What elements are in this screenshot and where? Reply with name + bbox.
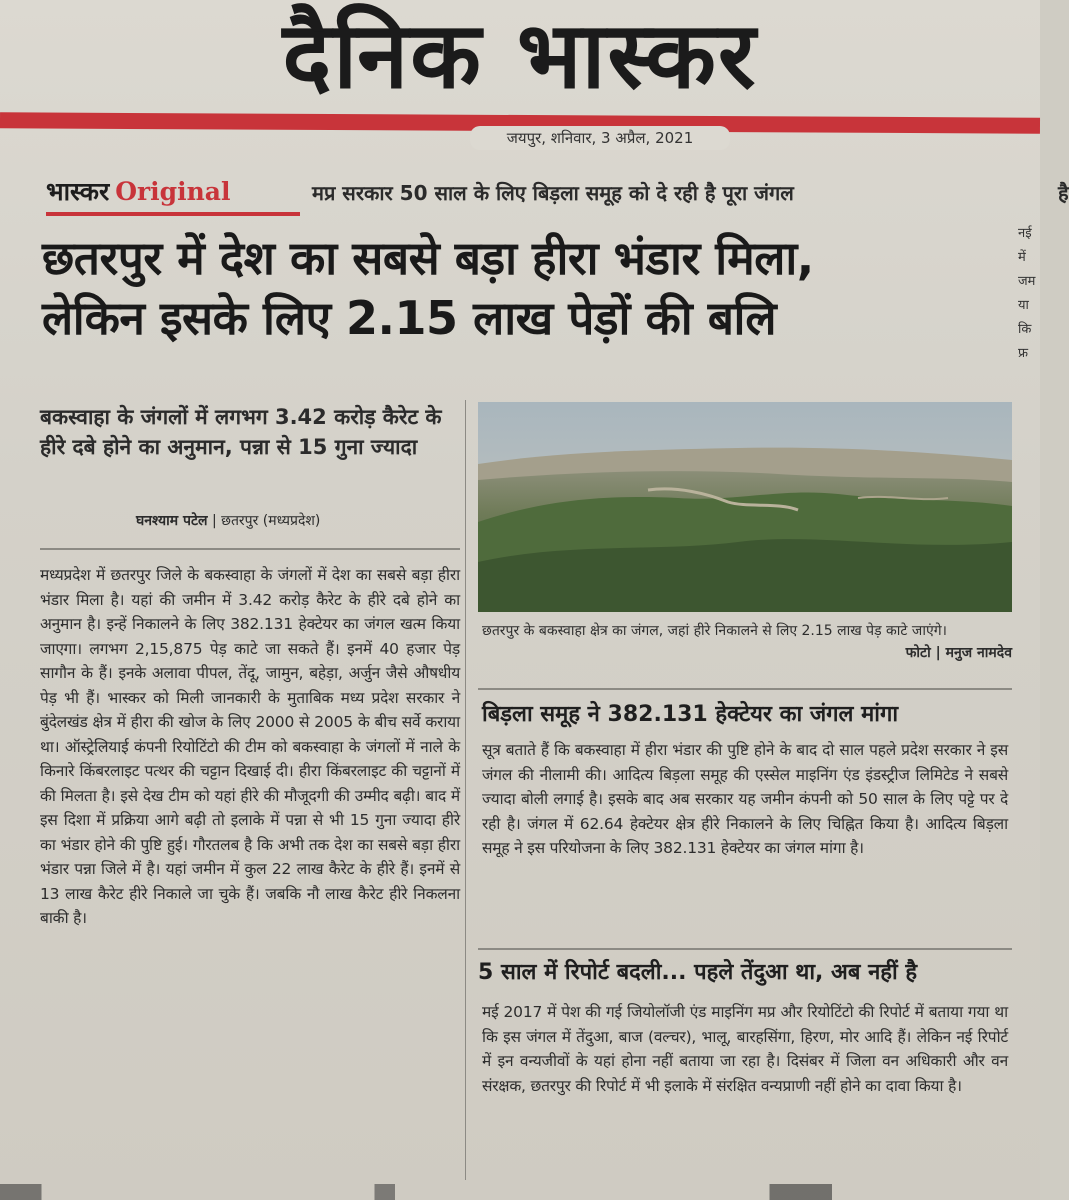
column-divider [465,400,466,1180]
photo-credit-name: मनुज नामदेव [945,645,1012,661]
masthead [0,0,1040,120]
forest-photo [478,402,1012,612]
subheadline: बकस्वाहा के जंगलों में लगभग 3.42 करोड़ कैरेट के हीरे दबे होने का अनुमान, पन्ना से 15 गुना ज्यादा [40,405,442,459]
next-article-edge [0,1184,1040,1200]
section-2-body: मई 2017 में पेश की गई जियोलॉजी एंड माइनिंग मप्र और रियोटिंटो की रिपोर्ट में बताया गया था कि इस जंगल में तेंदुआ, बाज (वल्चर), भालू, बारहसिंगा, हिरण, मोर आदि हैं। लेकिन नई रिपोर्ट में इन वन्यजीवों के यहां होना नहीं बताया जा रहा है। दिसंबर में जिला वन अधिकारी और वन संरक्षक, छतरपुर की रिपोर्ट में भी इलाके में संरक्षित वन्यप्राणी नहीं होने का दावा किया है। [482,1003,1008,1095]
headline-line-2: लेकिन इसके लिए 2.15 लाख पेड़ों की बलि [42,291,777,345]
byline-place: छतरपुर (मध्यप्रदेश) [221,513,321,529]
byline-separator: | [211,513,217,529]
newspaper-title: दैनिक भास्कर [282,2,758,109]
side-fragment: कि [1018,322,1032,337]
bhaskar-original-logo [46,174,300,216]
article-body-left [40,563,460,931]
photo-caption: छतरपुर के बकस्वाहा क्षेत्र का जंगल, जहां हीरे निकालने से लिए 2.15 लाख पेड़ काटे जाएंगे। [482,623,947,639]
brand-original: Original [115,177,231,206]
forest-landscape-image [478,402,1012,612]
adjacent-column-fragment [1018,222,1040,392]
photo-credit [906,642,1012,664]
photo-credit-separator: | [935,645,941,661]
side-fragment: फ्र [1018,346,1029,361]
kicker-text: मप्र सरकार 50 साल के लिए बिड़ला समूह को दे रही है पूरा जंगल [312,181,794,205]
kicker-bar [46,174,1069,214]
section-2-title: 5 साल में रिपोर्ट बदली... पहले तेंदुआ था, अब नहीं है [478,960,918,985]
section-rule-1 [478,688,1012,690]
headline [42,228,1002,348]
brand-bhaskar: भास्कर [46,177,110,206]
side-fragment: नई [1018,226,1032,241]
side-fragment: या [1018,298,1029,313]
kicker-right-fragment: है [1058,181,1069,205]
dateline: जयपुर, शनिवार, 3 अप्रैल, 2021 [470,126,730,150]
photo-credit-label: फोटो [905,645,931,661]
side-fragment: जम [1018,274,1036,289]
byline-rule [40,548,460,550]
byline [136,510,320,532]
section-1-title: बिड़ला समूह ने 382.131 हेक्टेयर का जंगल मांगा [482,702,899,727]
headline-line-1: छतरपुर में देश का सबसे बड़ा हीरा भंडार मिला, [42,231,814,285]
section-1-body: सूत्र बताते हैं कि बकस्वाहा में हीरा भंडार की पुष्टि होने के बाद दो साल पहले प्रदेश सरकार ने इस जंगल की नीलामी की। आदित्य बिड़ला समूह की एस्सेल माइनिंग एंड इंडस्ट्रीज लिमिटेड ने सबसे ज्यादा बोली लगाई है। इसके बाद अब सरकार यह जमीन कंपनी को 50 साल के लिए पट्टे पर दे रही है। जंगल में 62.64 हेक्टेयर क्षेत्र हीरे निकालने के लिए चिह्नित किया है। आदित्य बिड़ला समूह ने इस परियोजना के लिए 382.131 हेक्टेयर का जंगल मांगा है। [482,741,1008,857]
side-fragment: में [1018,250,1026,265]
byline-author: घनश्याम पटेल [136,513,208,529]
article-paragraph: मध्यप्रदेश में छतरपुर जिले के बकस्वाहा के जंगलों में देश का सबसे बड़ा हीरा भंडार मिला है। यहां की जमीन में 3.42 करोड़ कैरेट के हीरे दबे होने का अनुमान है। इन्हें निकालने के लिए 382.131 हेक्टेयर का जंगल खत्म किया जाएगा। लगभग 2,15,875 पेड़ काटे जा सकते हैं। इनमें 40 हजार पेड़ सागौन के हैं। इनके अलावा पीपल, तेंदू, जामुन, बहेड़ा, अर्जुन जैसे औषधीय पेड़ भी हैं। भास्कर को मिली जानकारी के मुताबिक मध्य प्रदेश सरकार ने बुंदेलखंड क्षेत्र में हीरा की खोज के लिए 2000 से 2005 के बीच सर्वे कराया था। ऑस्ट्रेलियाई कंपनी रियोटिंटो की टीम को बकस्वाहा के जंगलों में नाले के किनारे किंबरलाइट पत्थर की चट्टान दिखाई दी। हीरा किंबरलाइट की चट्टानों में की मिलता है। इसे देख टीम को यहां हीरे की मौजूदगी की उम्मीद बढ़ी। बाद में इस दिशा में प्रक्रिया आगे बढ़ी तो इलाके में पन्ना से भी 15 गुना ज्यादा हीरे का भंडार होने की पुष्टि हुई। गौरतलब है कि अभी तक देश का सबसे बड़ा हीरा भंडार पन्ना जिले में है। यहां जमीन में कुल 22 लाख कैरेट के हीरे हैं। इनमें से 13 लाख कैरेट हीरे निकाले जा चुके हैं। जबकि नौ लाख कैरेट हीरे निकलना बाकी है। [40,566,460,927]
section-rule-2 [478,948,1012,950]
